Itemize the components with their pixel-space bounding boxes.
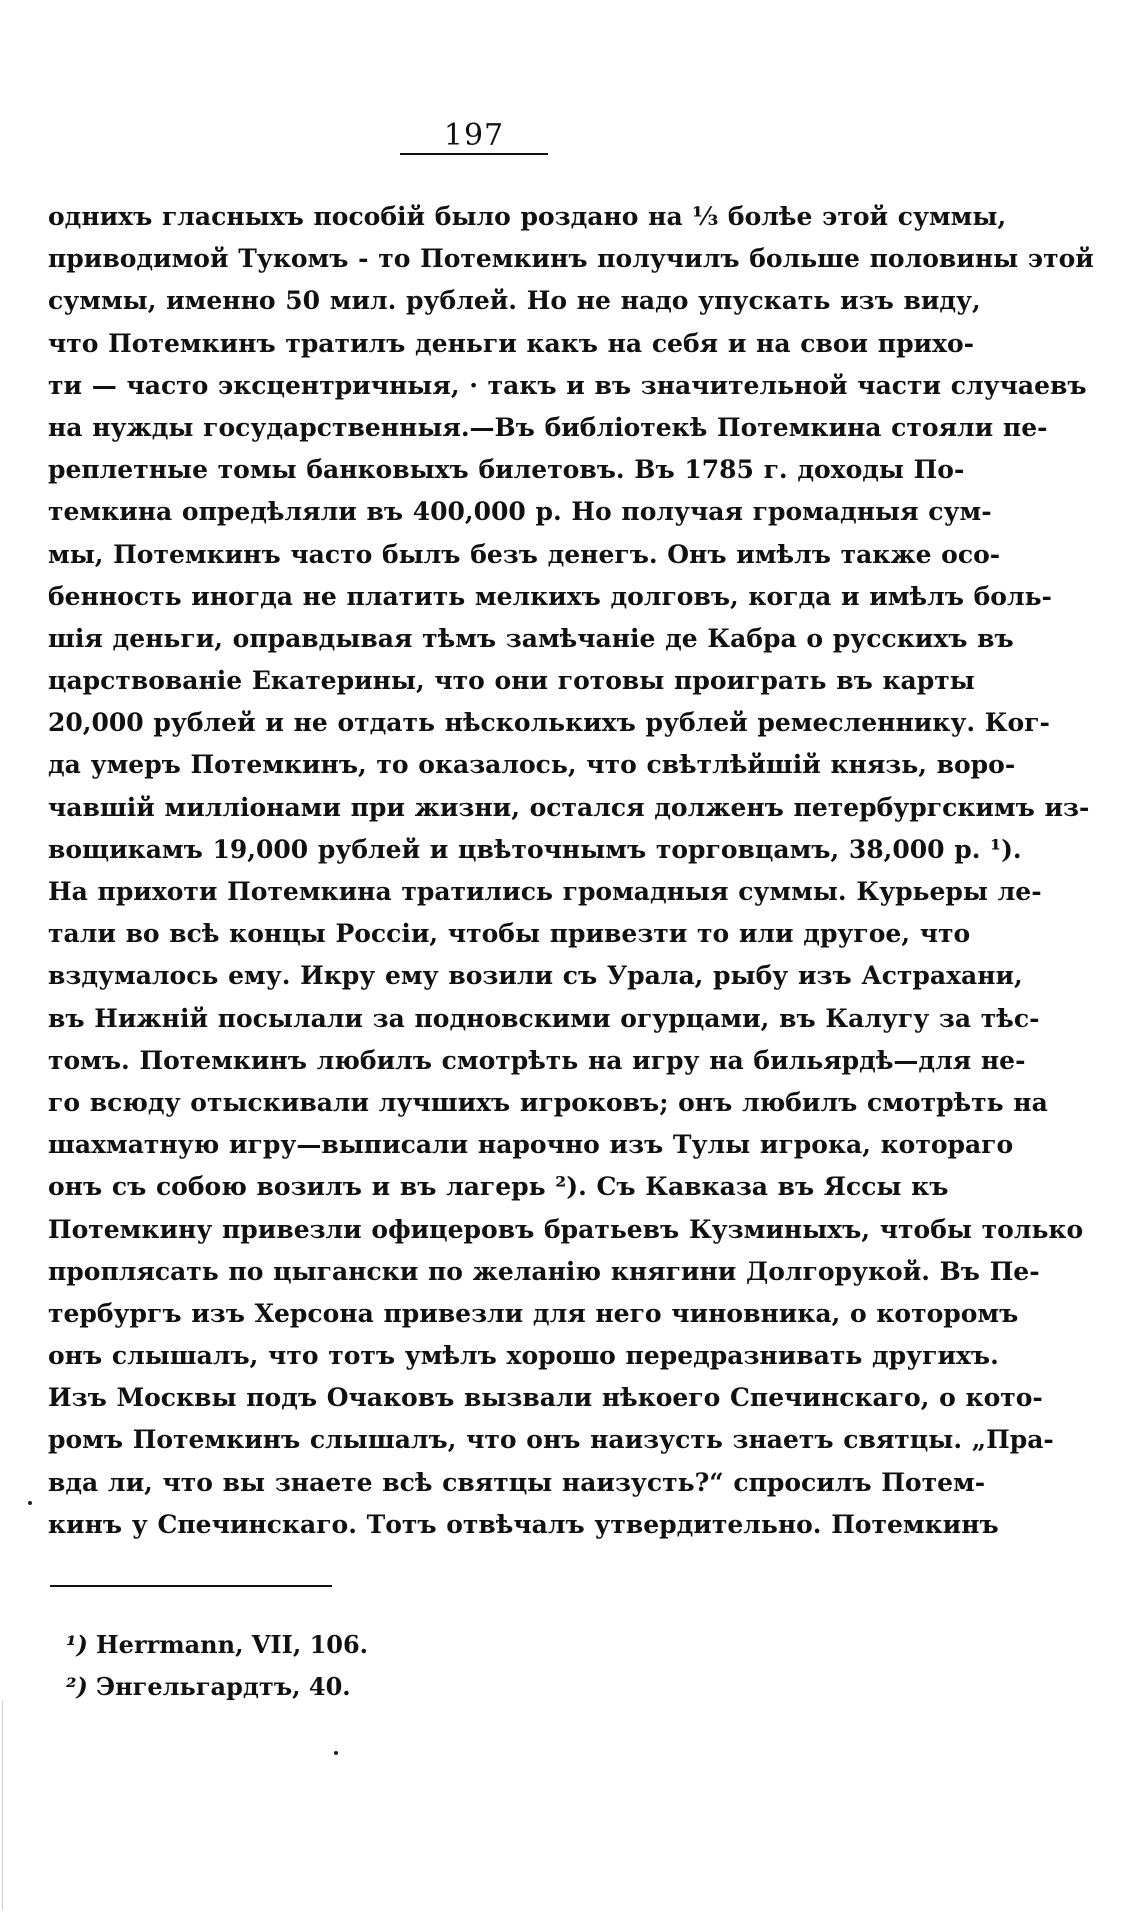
text-line: вздумалось ему. Икру ему возили съ Урала, рыбу изъ Астрахани, (48, 961, 1023, 991)
text-line: на нужды государственныя.—Въ библіотекѣ Потемкина стояли пе- (48, 412, 1048, 442)
text-line: темкина опредѣляли въ 400,000 р. Но получая громадныя сум- (48, 497, 992, 527)
page-number-underline (400, 153, 548, 155)
text-line: 20,000 рублей и не отдать нѣсколькихъ рублей ремесленнику. Ког- (48, 708, 1050, 738)
text-line: тали во всѣ концы Россіи, чтобы привезти то или другое, что (48, 919, 971, 949)
text-line: однихъ гласныхъ пособій было роздано на ⅓ болѣе этой суммы, (48, 202, 1007, 231)
footnote-text: Энгельгардтъ, 40. (96, 1672, 351, 1701)
text-line: тербургъ изъ Херсона привезли для него чиновника, о которомъ (48, 1298, 1019, 1328)
text-line: суммы, именно 50 мил. рублей. Но не надо упускать изъ виду, (48, 286, 981, 316)
text-line: онъ съ собою возилъ и въ лагерь ²). Съ Кавказа въ Яссы къ (48, 1172, 949, 1202)
footnotes (66, 1624, 666, 1708)
footnote-text: Herrmann, VII, 106. (96, 1630, 369, 1659)
footnote-mark: ²) (66, 1672, 88, 1701)
footnote (66, 1624, 666, 1666)
body-text (48, 196, 1094, 1546)
text-line: кинъ у Спечинскаго. Тотъ отвѣчалъ утвердительно. Потемкинъ (48, 1509, 999, 1539)
scan-speck (334, 1751, 338, 1755)
text-line: царствованіе Екатерины, что они готовы проиграть въ карты (48, 666, 975, 696)
text-line: бенность иногда не платить мелкихъ долговъ, когда и имѣлъ боль- (48, 581, 1052, 611)
text-line: что Потемкинъ тратилъ деньги какъ на себя и на свои прихо- (48, 328, 975, 358)
footnote (66, 1666, 666, 1708)
text-line: реплетные томы банковыхъ билетовъ. Въ 1785 г. доходы По- (48, 455, 965, 485)
footnote-separator (50, 1585, 332, 1587)
text-line: шія деньги, оправдывая тѣмъ замѣчаніе де Кабра о русскихъ въ (48, 623, 1014, 653)
text-line: го всюду отыскивали лучшихъ игроковъ; онъ любилъ смотрѣть на (48, 1087, 1048, 1117)
text-line: приводимой Тукомъ - то Потемкинъ получилъ больше половины этой (48, 244, 1094, 274)
scan-edge-shadow (2, 1700, 3, 1910)
text-line: въ Нижній посылали за подновскими огурцами, въ Калугу за тѣс- (48, 1003, 1040, 1033)
text-line: томъ. Потемкинъ любилъ смотрѣть на игру на бильярдѣ—для не- (48, 1045, 1026, 1075)
text-line: вда ли, что вы знаете всѣ святцы наизусть?“ спросилъ Потем- (48, 1467, 986, 1497)
text-line: На прихоти Потемкина тратились громадныя суммы. Курьеры ле- (48, 877, 1042, 906)
text-line: мы, Потемкинъ часто былъ безъ денегъ. Онъ имѣлъ также осо- (48, 539, 1001, 569)
scan-speck (28, 1501, 32, 1505)
page-number: 197 (443, 118, 505, 153)
text-line: ромъ Потемкинъ слышалъ, что онъ наизусть знаетъ святцы. „Пра- (48, 1425, 1054, 1455)
text-line: чавшій милліонами при жизни, остался долженъ петербургскимъ из- (48, 792, 1090, 822)
text-line: онъ слышалъ, что тотъ умѣлъ хорошо передразнивать другихъ. (48, 1341, 999, 1371)
text-line: да умеръ Потемкинъ, то оказалось, что свѣтлѣйшій князь, воро- (48, 750, 1016, 780)
text-line: проплясать по цыгански по желанію княгини Долгорукой. Въ Пе- (48, 1256, 1040, 1286)
text-line: ти — часто эксцентричныя, · такъ и въ значительной части случаевъ (48, 370, 1087, 400)
text-line: Потемкину привезли офицеровъ братьевъ Кузминыхъ, чтобы только (48, 1214, 1084, 1244)
footnote-mark: ¹) (66, 1630, 88, 1659)
text-line: Изъ Москвы подъ Очаковъ вызвали нѣкоего Спечинскаго, о кото- (48, 1383, 1043, 1413)
text-line: шахматную игру—выписали нарочно изъ Тулы игрока, котораго (48, 1130, 1014, 1160)
text-line: вощикамъ 19,000 рублей и цвѣточнымъ торговцамъ, 38,000 р. ¹). (48, 834, 1022, 864)
